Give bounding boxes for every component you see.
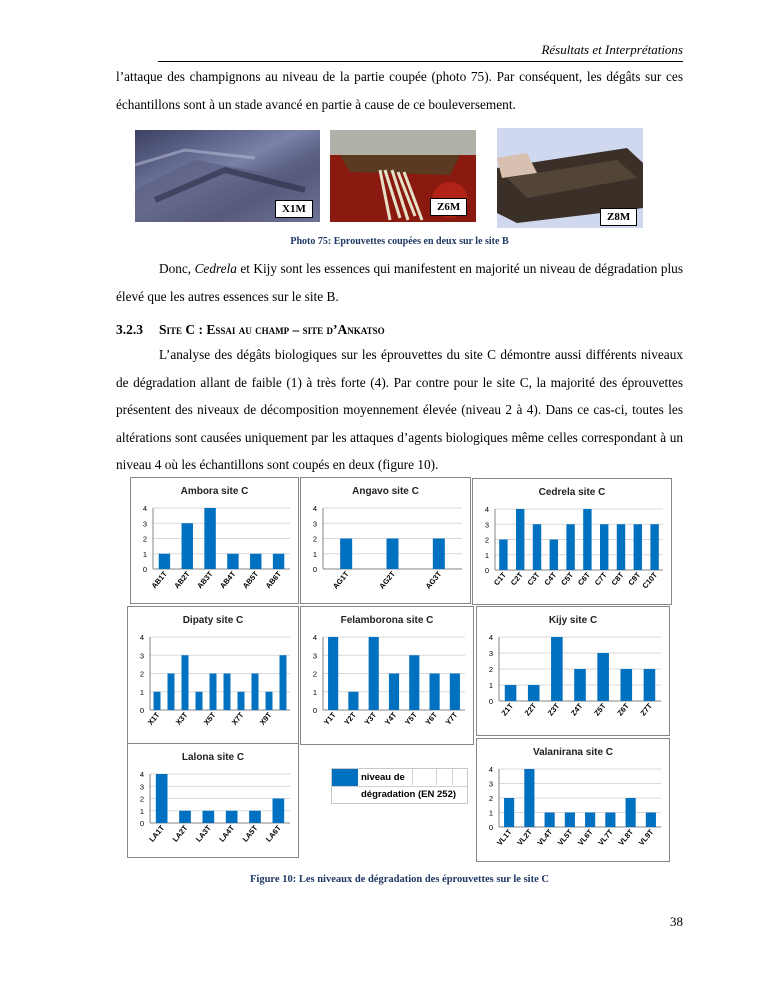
chart-title: Lalona site C [181, 752, 245, 763]
x-tick-label: X5T [201, 710, 218, 727]
body-paragraph: L’analyse des dégâts biologiques sur les éprouvettes du site C démontre aussi différents niveaux de dégradation allant de faible (1) à très forte (4). Par contre pour le site C, la majorité des éprouvettes présentent des niveaux de décomposition moyennement élevée (niveau 2 à 4). Dans ce cas-ci, toutes les altérations sont causées uniquement par les attaques d’agents biologiques même celles correspondant à un niveau 4 où les échantillons sont coupés en deux (figure 10). [116, 347, 683, 472]
x-tick-label: LA6T [263, 823, 283, 844]
y-tick-label: 2 [488, 665, 493, 674]
section-number: 3.2.3 [116, 322, 143, 337]
y-tick-label: 0 [484, 566, 489, 575]
chart-svg-1 [301, 478, 470, 603]
x-tick-label: Y2T [342, 710, 358, 727]
y-tick-label: 0 [142, 565, 147, 574]
x-tick-label: VL4T [535, 827, 555, 848]
chart-title: Cedrela site C [538, 487, 606, 498]
x-tick-label: Z1T [499, 701, 516, 718]
bar-Z1T [505, 685, 517, 701]
x-tick-label: C5T [559, 570, 576, 588]
bar-C7T [600, 524, 608, 570]
bar-Y6T [430, 674, 440, 711]
y-tick-label: 2 [312, 669, 317, 679]
x-tick-label: LA4T [217, 823, 237, 844]
x-tick-label: LA1T [147, 823, 167, 844]
x-tick-label: LA5T [240, 823, 260, 844]
y-tick-label: 2 [312, 534, 317, 544]
x-tick-label: AG3T [423, 569, 444, 591]
intro-paragraph: l’attaque des champignons au niveau de la partie coupée (photo 75). Par conséquent, les dégâts sur ces échantillons sont à un stade avancé en partie à cause de ce bouleversement. [116, 69, 683, 112]
x-tick-label: VL2T [515, 827, 534, 848]
y-tick-label: 2 [484, 535, 489, 545]
x-tick-label: VL9T [636, 827, 656, 848]
y-tick-label: 4 [312, 633, 317, 642]
bar-X10T [280, 655, 287, 710]
legend-swatch [332, 769, 358, 787]
x-tick-label: AB3T [195, 569, 215, 591]
bar-Y3T [369, 637, 379, 710]
bar-AG3T [433, 539, 445, 570]
x-tick-label: C10T [640, 570, 660, 591]
bar-Y7T [450, 674, 460, 711]
x-tick-label: AB2T [172, 569, 192, 591]
y-tick-label: 3 [139, 782, 144, 792]
x-tick-label: LA3T [193, 823, 213, 844]
bar-C9T [634, 524, 642, 570]
bar-X7T [238, 692, 245, 710]
y-tick-label: 3 [488, 779, 493, 789]
bar-X4T [196, 692, 203, 710]
y-tick-label: 2 [488, 794, 493, 803]
photo-caption: Photo 75: Eprouvettes coupées en deux sur le site B [290, 236, 509, 247]
y-tick-label: 0 [312, 565, 317, 574]
y-tick-label: 1 [488, 808, 493, 818]
page-number: 38 [670, 914, 683, 929]
y-tick-label: 4 [488, 765, 493, 774]
bar-Y4T [389, 674, 399, 711]
chart-svg-3 [128, 607, 298, 744]
chart-title: Felamborona site C [340, 615, 434, 626]
y-tick-label: 4 [142, 504, 147, 513]
bar-VL6T [585, 813, 595, 828]
x-tick-label: AB1T [149, 569, 169, 591]
photo-z8m [497, 128, 643, 228]
chart-title: Kijy site C [548, 615, 598, 626]
bar-Z6T [621, 669, 633, 701]
chart-legend [331, 768, 468, 804]
bar-LA1T [156, 774, 168, 823]
bar-VL8T [626, 798, 636, 827]
y-tick-label: 4 [312, 504, 317, 513]
x-tick-label: AG1T [330, 569, 351, 591]
conclusion-after: et Kijy sont les essences qui manifestent en majorité un niveau de dégradation plus élevé que les autres essences sur le site B. [116, 261, 683, 304]
x-tick-label: X3T [173, 710, 190, 727]
chart-title: Valanirana site C [532, 747, 614, 758]
bar-Z5T [597, 653, 609, 701]
chart-svg-7 [477, 739, 669, 861]
x-tick-label: AG2T [377, 569, 398, 591]
chart-title: Ambora site C [180, 486, 249, 497]
y-tick-label: 0 [139, 819, 144, 828]
y-tick-label: 1 [139, 806, 144, 816]
chart-kijy [476, 606, 670, 736]
species-cedrela: Cedrela [194, 261, 237, 276]
y-tick-label: 1 [142, 549, 147, 559]
x-tick-label: Z3T [545, 701, 562, 718]
x-tick-label: VL7T [596, 827, 615, 848]
header-rule [158, 61, 683, 62]
bar-VL1T [504, 798, 514, 827]
bar-X1T [154, 692, 161, 710]
bar-VL4T [545, 813, 555, 828]
y-tick-label: 3 [139, 651, 144, 661]
bar-Z2T [528, 685, 540, 701]
bar-AB3T [204, 508, 215, 569]
section-title: Site C : Essai au champ – site d’Ankatso [159, 322, 385, 337]
x-tick-label: Z5T [592, 701, 608, 718]
bar-VL7T [605, 813, 615, 828]
bar-X8T [252, 674, 259, 711]
bar-AB2T [182, 523, 193, 569]
x-tick-label: Y4T [382, 710, 399, 727]
photo-x1m [135, 130, 320, 222]
bar-VL5T [565, 813, 575, 828]
x-tick-label: AB4T [217, 569, 238, 591]
chart-angavo [300, 477, 471, 604]
bar-VL2T [524, 769, 534, 827]
x-tick-label: Y7T [443, 710, 460, 727]
y-tick-label: 2 [142, 534, 147, 544]
bar-AG1T [340, 539, 352, 570]
chart-svg-0 [131, 478, 298, 603]
x-tick-label: Z6T [615, 701, 631, 718]
photo-z8m-label: Z8M [600, 208, 637, 226]
x-tick-label: Y1T [321, 710, 338, 727]
x-tick-label: C8T [609, 570, 626, 588]
y-tick-label: 1 [312, 687, 317, 697]
photo-z6m [330, 130, 476, 222]
bar-C4T [550, 540, 558, 571]
x-tick-label: Z7T [638, 701, 654, 718]
x-tick-label: VL1T [494, 827, 514, 848]
photo-z6m-label: Z6M [430, 198, 467, 216]
bar-C8T [617, 524, 625, 570]
y-tick-label: 0 [488, 697, 493, 706]
bar-C3T [533, 524, 541, 570]
x-tick-label: Y5T [403, 710, 419, 727]
x-tick-label: C2T [508, 570, 525, 588]
bar-Y2T [348, 692, 358, 710]
chart-felamborona [300, 606, 474, 745]
x-tick-label: Z4T [569, 701, 585, 718]
y-tick-label: 0 [488, 823, 493, 832]
bar-Y1T [328, 637, 338, 710]
chart-title: Dipaty site C [182, 615, 244, 626]
x-tick-label: C3T [525, 570, 542, 588]
y-tick-label: 3 [488, 649, 493, 658]
y-tick-label: 2 [139, 794, 144, 804]
x-tick-label: VL6T [575, 827, 595, 848]
bar-Z7T [644, 669, 656, 701]
y-tick-label: 1 [139, 687, 144, 697]
chart-valanirana [476, 738, 670, 862]
bar-X5T [210, 674, 217, 711]
running-header: Résultats et Interprétations [541, 42, 683, 57]
bar-C5T [566, 524, 574, 570]
x-tick-label: AB6T [263, 569, 284, 591]
bar-LA6T [273, 799, 285, 824]
chart-cedrela [472, 478, 672, 605]
x-tick-label: C4T [542, 570, 559, 588]
y-tick-label: 3 [312, 519, 317, 529]
y-tick-label: 4 [139, 633, 144, 642]
y-tick-label: 1 [484, 550, 489, 560]
x-tick-label: LA2T [170, 823, 190, 844]
y-tick-label: 3 [312, 651, 317, 661]
x-tick-label: VL5T [555, 827, 575, 848]
chart-svg-5 [477, 607, 669, 735]
bar-VL9T [646, 813, 656, 828]
y-tick-label: 4 [484, 505, 489, 514]
bar-C6T [583, 509, 591, 570]
conclusion-paragraph [116, 255, 683, 310]
y-tick-label: 1 [488, 681, 493, 690]
bar-LA2T [179, 811, 191, 823]
bar-C1T [499, 540, 507, 571]
chart-ambora [130, 477, 299, 604]
chart-title: Angavo site C [352, 486, 419, 497]
figure-caption: Figure 10: Les niveaux de dégradation des éprouvettes sur le site C [250, 874, 549, 885]
chart-dipaty [127, 606, 299, 745]
bar-AB1T [159, 554, 170, 569]
y-tick-label: 4 [139, 770, 144, 779]
legend-label-line2: dégradation (EN 252) [361, 789, 457, 800]
x-tick-label: X9T [257, 710, 274, 727]
bar-Y5T [409, 655, 419, 710]
bar-Z3T [551, 637, 563, 701]
x-tick-label: C6T [575, 570, 592, 588]
bar-X2T [168, 674, 175, 711]
bar-X9T [266, 692, 273, 710]
x-tick-label: Y6T [423, 710, 440, 727]
y-tick-label: 2 [139, 669, 144, 679]
x-tick-label: AB5T [240, 569, 261, 591]
bar-AB5T [250, 554, 261, 569]
bar-LA3T [203, 811, 215, 823]
photo-x1m-label: X1M [275, 200, 313, 218]
conclusion-before: Donc, [159, 261, 195, 276]
bar-C10T [650, 524, 658, 570]
chart-lalona [127, 743, 299, 858]
x-tick-label: Z2T [522, 701, 539, 718]
x-tick-label: VL8T [616, 827, 636, 848]
chart-svg-4 [301, 607, 473, 744]
bar-AG2T [387, 539, 399, 570]
y-tick-label: 0 [312, 706, 317, 715]
section-heading [116, 322, 385, 338]
y-tick-label: 4 [488, 633, 493, 642]
y-tick-label: 1 [312, 549, 317, 559]
y-tick-label: 0 [139, 706, 144, 715]
legend-label-line1: niveau de [361, 772, 405, 783]
bar-AB6T [273, 554, 284, 569]
y-tick-label: 3 [484, 520, 489, 530]
bar-LA5T [249, 811, 261, 823]
bar-X3T [182, 655, 189, 710]
x-tick-label: X1T [145, 710, 162, 727]
x-tick-label: C1T [491, 570, 508, 588]
bar-X6T [224, 674, 231, 711]
chart-svg-6 [128, 744, 298, 857]
x-tick-label: C7T [592, 570, 609, 588]
y-tick-label: 3 [142, 519, 147, 529]
bar-Z4T [574, 669, 586, 701]
x-tick-label: Y3T [362, 710, 379, 727]
chart-svg-2 [473, 479, 671, 604]
x-tick-label: C9T [626, 570, 643, 588]
bar-C2T [516, 509, 524, 570]
x-tick-label: X7T [229, 710, 246, 727]
bar-AB4T [227, 554, 238, 569]
bar-LA4T [226, 811, 238, 823]
